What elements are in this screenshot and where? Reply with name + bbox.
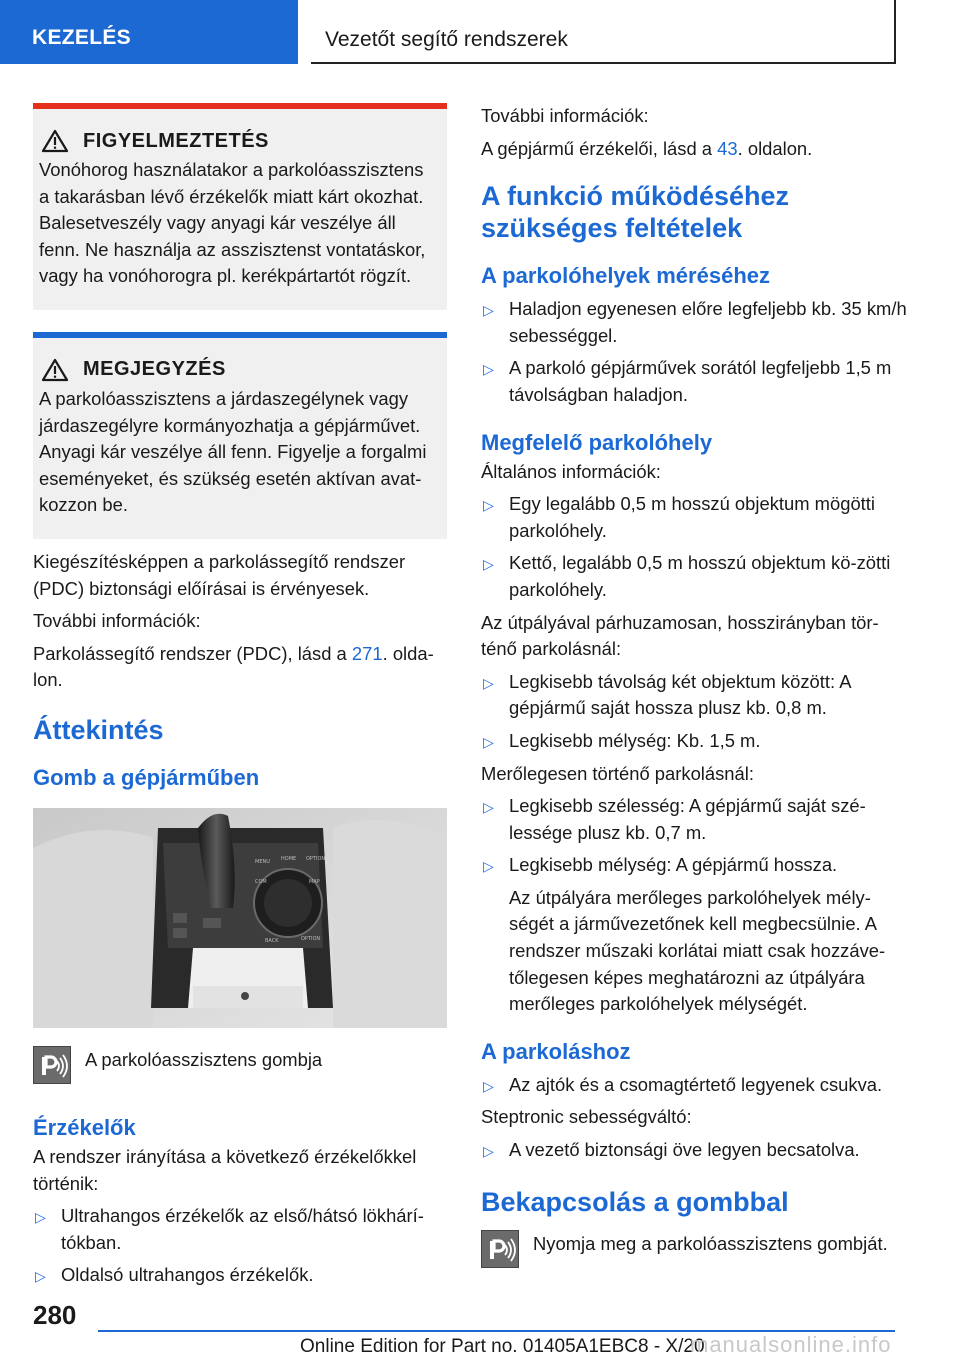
- list-item: [481, 793, 911, 846]
- heading-for-parking: A parkoláshoz: [481, 1038, 631, 1064]
- triangle-bullet-icon: ▷: [35, 1268, 46, 1285]
- list-item: [481, 852, 911, 879]
- list-item-text: Oldalsó ultrahangos érzékelők.: [61, 1264, 314, 1286]
- warning-box: [33, 103, 447, 310]
- header-section-label: KEZELÉS: [32, 26, 131, 49]
- note-box: [33, 332, 447, 539]
- header-chapter-label: Vezetőt segítő rendszerek: [325, 28, 568, 51]
- sensors-intro: A rendszer irányítása a következő érzékelőkkel történik:: [33, 1145, 417, 1194]
- triangle-bullet-icon: ▷: [483, 858, 494, 875]
- left-column: [33, 103, 447, 1289]
- list-item: [481, 296, 911, 349]
- page-link-271[interactable]: 271: [351, 642, 383, 664]
- heading-suitable-space: Megfelelő parkolóhely: [481, 429, 713, 455]
- svg-text:BACK: BACK: [265, 937, 279, 944]
- page-number: 280: [33, 1300, 77, 1330]
- pdc-reference-text: Parkolássegítő rendszer (PDC), lásd a: [33, 642, 352, 664]
- list-item-text: Kettő, legalább 0,5 m hosszú objektum kö-zötti parkolóhely.: [509, 552, 891, 600]
- footer-edition: Online Edition for Part no. 01405A1EBC8 - X/20: [300, 1336, 705, 1357]
- warning-triangle-icon: [41, 129, 69, 153]
- perpendicular-list: [481, 793, 911, 879]
- sensors-list: [33, 1203, 447, 1289]
- pdc-reference: [33, 641, 447, 694]
- list-item-text: A parkoló gépjárművek sorától legfeljebb 1,5 m távolságban haladjon.: [509, 357, 892, 405]
- parallel-list: [481, 669, 911, 755]
- list-item: [481, 550, 911, 603]
- warning-text: Vonóhorog használatakor a parkolóasszisztens a takarásban lévő érzékelők miatt kárt okozhat. Balesetveszély vagy anyagi kár veszélye áll fenn. Ne használja az asszisztenst vontatáskor, vagy ha vonóhorogra pl. kerékpártartót rögzít.: [39, 159, 426, 287]
- note-header: [33, 338, 433, 386]
- triangle-bullet-icon: ▷: [483, 674, 494, 691]
- activate-text: Nyomja meg a parkolóasszisztens gombját.: [533, 1232, 888, 1254]
- note-triangle-icon: [41, 358, 69, 382]
- more-info-label-right: További információk:: [481, 105, 649, 126]
- pdc-reference-suffix: . olda-lon.: [33, 642, 434, 691]
- sensors-reference: [481, 136, 911, 163]
- caption-row: [33, 1046, 447, 1084]
- page-link-43[interactable]: 43: [717, 137, 738, 159]
- perpendicular-intro: Merőlegesen történő parkolásnál:: [481, 762, 754, 784]
- steptronic-list: [481, 1137, 911, 1164]
- warning-title: FIGYELMEZTETÉS: [83, 129, 269, 152]
- list-item-text: Ultrahangos érzékelők az első/hátsó lökhárí-tókban.: [61, 1205, 424, 1253]
- list-item: [481, 1137, 911, 1164]
- list-item: [481, 728, 911, 755]
- list-item-text: Legkisebb szélesség: A gépjármű saját szé-lessége plusz kb. 0,7 m.: [509, 795, 866, 843]
- triangle-bullet-icon: ▷: [483, 302, 494, 319]
- parking-assistant-button-icon: [33, 1046, 71, 1084]
- list-item: [481, 669, 911, 722]
- footer-watermark: manualsonline.info: [690, 1332, 892, 1357]
- steptronic-label: Steptronic sebességváltó:: [481, 1106, 692, 1128]
- list-item: [481, 1072, 911, 1099]
- sensors-reference-suffix: . oldalon.: [737, 137, 813, 159]
- note-text: A parkolóasszisztens a járdaszegélynek vagy járdaszegélyre kormányozhatja a gépjárművet. Anyagi kár veszélye áll fenn. Figyelje a forgalmi eseményeket, és szükség esetén aktívan avat-kozzon be.: [39, 387, 427, 516]
- heading-overview: Áttekintés: [33, 714, 164, 745]
- parking-list: [481, 1072, 911, 1099]
- perpendicular-note: Az útpályára merőleges parkolóhelyek mély-ségét a járművezetőnek kell megbecsülnie. A rendszer műszaki korlátai miatt csak hozzáve-tőlegesen képes meghatározni az útpályára merőleges parkolóhelyek mélységét.: [509, 886, 886, 1015]
- heading-sensors: Érzékelők: [33, 1114, 136, 1140]
- svg-text:OPTION: OPTION: [301, 935, 321, 942]
- triangle-bullet-icon: ▷: [483, 497, 494, 514]
- svg-text:MAP: MAP: [309, 878, 320, 885]
- list-item-text: Legkisebb mélység: A gépjármű hossza.: [509, 854, 838, 876]
- note-title: MEGJEGYZÉS: [83, 358, 226, 381]
- general-info-label: Általános információk:: [481, 460, 661, 482]
- warning-header: [33, 109, 433, 157]
- suitable-list: [481, 491, 911, 603]
- heading-measuring-spaces: A parkolóhelyek méréséhez: [481, 263, 770, 289]
- svg-text:OPTION: OPTION: [306, 855, 326, 862]
- list-item-text: A vezető biztonsági öve legyen becsatolva.: [509, 1139, 860, 1161]
- list-item-text: Legkisebb távolság két objektum között: A gépjármű saját hossza plusz kb. 0,8 m.: [509, 670, 851, 719]
- list-item-text: Egy legalább 0,5 m hosszú objektum mögötti parkolóhely.: [509, 493, 875, 541]
- triangle-bullet-icon: ▷: [483, 361, 494, 378]
- parallel-intro: Az útpályával párhuzamosan, hosszirányban tör-ténő parkolásnál:: [481, 611, 879, 660]
- list-item: [481, 355, 911, 408]
- center-console-photo: [33, 808, 447, 1028]
- heading-prerequisites: A funkció működéséhez szükséges feltételek: [481, 181, 790, 244]
- more-info-label: További információk:: [33, 610, 201, 632]
- header-chapter-box: [311, 0, 896, 64]
- triangle-bullet-icon: ▷: [35, 1209, 46, 1226]
- list-item-text: Az ajtók és a csomagtértető legyenek csukva.: [509, 1073, 883, 1095]
- triangle-bullet-icon: ▷: [483, 799, 494, 816]
- heading-activate-with-button: Bekapcsolás a gombbal: [481, 1186, 789, 1217]
- list-item-text: Haladjon egyenesen előre legfeljebb kb. 35 km/h sebességgel.: [509, 298, 907, 346]
- triangle-bullet-icon: ▷: [483, 1143, 494, 1160]
- header-section-tab: [0, 0, 298, 64]
- pdc-paragraph: Kiegészítésképpen a parkolássegítő rendszer (PDC) biztonsági előírásai is érvényesek.: [33, 550, 406, 599]
- list-item: [481, 491, 911, 544]
- heading-button-in-vehicle: Gomb a gépjárműben: [33, 764, 260, 790]
- triangle-bullet-icon: ▷: [483, 733, 494, 750]
- svg-text:COM: COM: [255, 878, 267, 885]
- list-item: [33, 1203, 447, 1256]
- triangle-bullet-icon: ▷: [483, 1077, 494, 1094]
- parking-assistant-button-icon: [481, 1230, 519, 1268]
- svg-text:MENU: MENU: [255, 858, 270, 865]
- list-item-text: Legkisebb mélység: Kb. 1,5 m.: [509, 729, 761, 751]
- triangle-bullet-icon: ▷: [483, 556, 494, 573]
- list-item: [33, 1262, 447, 1289]
- photo-caption: A parkolóasszisztens gombja: [85, 1048, 323, 1070]
- right-column: [481, 103, 911, 1268]
- svg-text:HOME: HOME: [281, 855, 297, 862]
- sensors-reference-text: A gépjármű érzékelői, lásd a: [481, 137, 718, 159]
- measuring-list: [481, 296, 911, 408]
- activate-row: [481, 1230, 911, 1268]
